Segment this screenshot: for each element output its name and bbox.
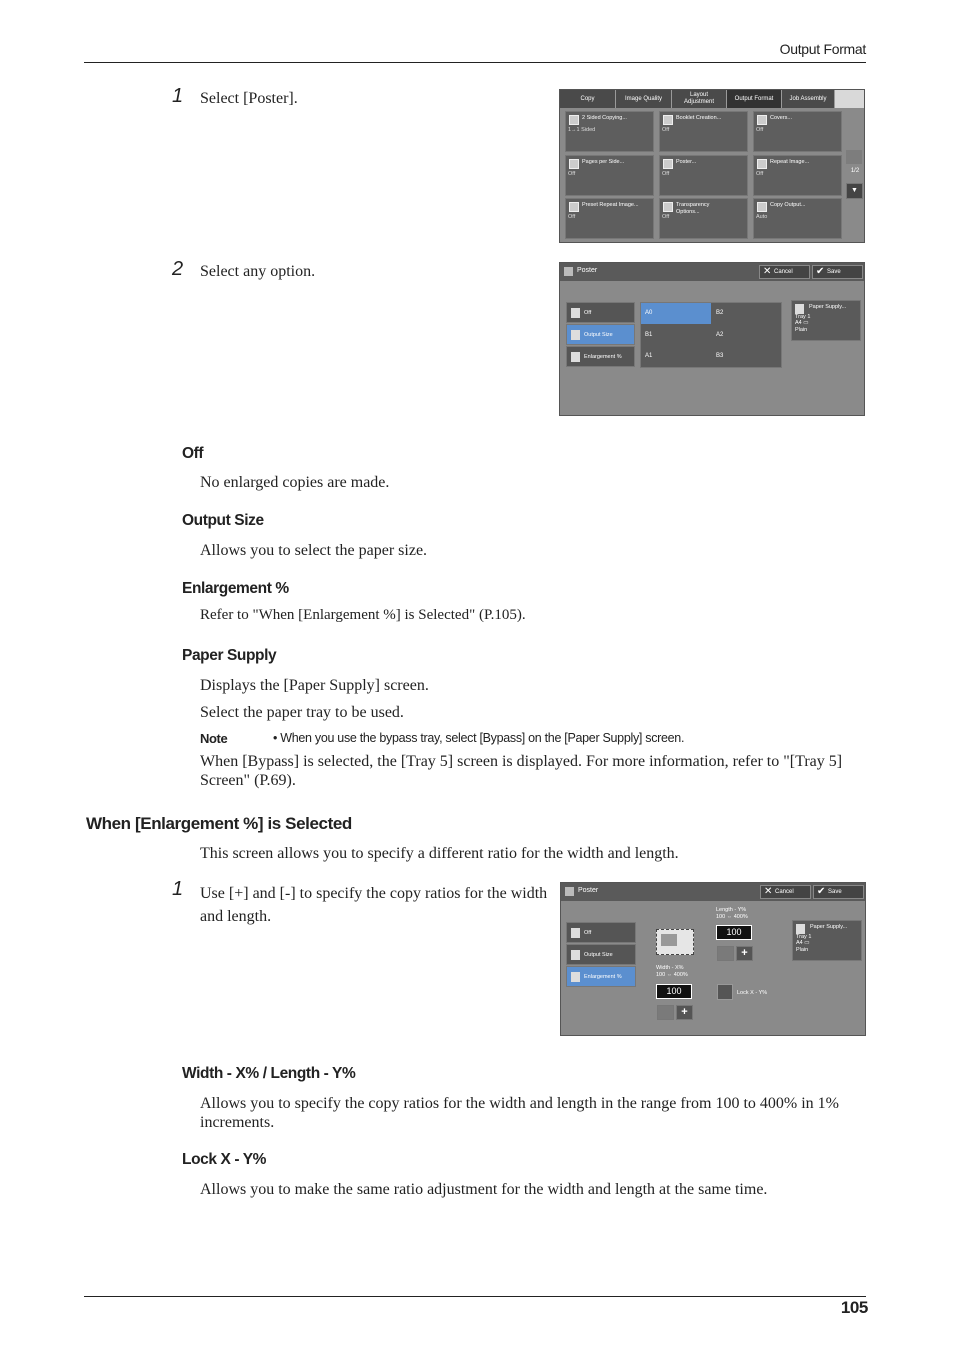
option-enlargement[interactable]: Enlargement % bbox=[566, 966, 636, 987]
length-minus-button[interactable]: - bbox=[717, 946, 734, 961]
length-plus-button[interactable]: + bbox=[736, 946, 753, 961]
length-range: 100 ⇔ 400% bbox=[716, 914, 748, 920]
note-label: Note bbox=[200, 731, 228, 746]
lock-xy-label: Lock X - Y% bbox=[737, 990, 768, 996]
lock-xy-checkbox[interactable] bbox=[717, 984, 733, 1000]
tile-2-sided-copying[interactable]: 2 Sided Copying... 1→1 Sided bbox=[565, 111, 654, 152]
size-b3[interactable]: B3 bbox=[716, 353, 724, 359]
term-description: Allows you to specify the copy ratios for the width and length in the range from 100 to 400% in 1% increments. bbox=[200, 1095, 839, 1131]
document-icon bbox=[569, 115, 579, 125]
screen-title: Poster bbox=[578, 887, 599, 894]
screen-title: Poster bbox=[577, 267, 598, 274]
poster-icon bbox=[564, 267, 573, 276]
page-number: 105 bbox=[840, 1298, 868, 1317]
cancel-button[interactable]: ✕ Cancel bbox=[760, 885, 811, 899]
poster-icon bbox=[663, 159, 673, 169]
size-b2[interactable]: B2 bbox=[716, 310, 724, 316]
term-description: Displays the [Paper Supply] screen. bbox=[200, 677, 429, 694]
tab-copy[interactable]: Copy bbox=[560, 90, 616, 108]
pages-icon bbox=[569, 159, 579, 169]
save-button[interactable]: ✔ Save bbox=[812, 265, 863, 279]
covers-icon bbox=[757, 115, 767, 125]
tab-image-quality[interactable]: Image Quality bbox=[616, 90, 672, 108]
footer-rule bbox=[84, 1296, 866, 1297]
output-size-icon bbox=[571, 950, 580, 960]
tab-bar bbox=[560, 90, 864, 108]
cancel-button[interactable]: ✕ Cancel bbox=[759, 265, 810, 279]
width-value-field[interactable]: 100 bbox=[656, 984, 692, 999]
check-icon: ✔ bbox=[816, 266, 825, 277]
term-heading: Output Size bbox=[182, 512, 264, 529]
header-rule bbox=[84, 62, 866, 63]
tab-output-format[interactable]: Output Format bbox=[727, 90, 782, 108]
running-header: Output Format bbox=[779, 41, 866, 57]
step-number: 2 bbox=[172, 258, 184, 280]
close-icon: ✕ bbox=[763, 266, 772, 277]
size-b1[interactable]: B1 bbox=[645, 332, 653, 338]
step-text: Select [Poster]. bbox=[200, 90, 298, 107]
tile-transparency-options[interactable]: Transparency Options... Off bbox=[659, 198, 748, 239]
paper-icon bbox=[795, 304, 804, 314]
length-value-field[interactable]: 100 bbox=[716, 925, 752, 940]
close-icon: ✕ bbox=[764, 886, 773, 897]
tile-repeat-image[interactable]: Repeat Image... Off bbox=[753, 155, 842, 196]
output-size-grid bbox=[640, 302, 782, 368]
note-text: When [Bypass] is selected, the [Tray 5] screen is displayed. For more information, refer to "[Tray 5] Screen" (P.69). bbox=[200, 753, 843, 789]
term-heading: Paper Supply bbox=[182, 647, 277, 664]
term-heading: Lock X - Y% bbox=[182, 1151, 267, 1168]
tab-layout-adjustment[interactable]: Layout Adjustment bbox=[672, 90, 727, 108]
term-description: Select the paper tray to be used. bbox=[200, 704, 404, 721]
term-heading: Enlargement % bbox=[182, 580, 289, 597]
tile-covers[interactable]: Covers... Off bbox=[753, 111, 842, 152]
off-icon bbox=[571, 308, 580, 318]
page-indicator: 1/2 bbox=[850, 168, 860, 174]
option-output-size[interactable]: Output Size bbox=[566, 324, 635, 345]
save-button[interactable]: ✔ Save bbox=[813, 885, 864, 899]
booklet-icon bbox=[663, 115, 673, 125]
tile-pages-per-side[interactable]: Pages per Side... Off bbox=[565, 155, 654, 196]
check-icon: ✔ bbox=[817, 886, 826, 897]
tile-preset-repeat-image[interactable]: Preset Repeat Image... Off bbox=[565, 198, 654, 239]
note-bullet: • When you use the bypass tray, select [Bypass] on the [Paper Supply] screen. bbox=[273, 731, 685, 745]
tile-booklet-creation[interactable]: Booklet Creation... Off bbox=[659, 111, 748, 152]
step-number: 1 bbox=[172, 85, 184, 107]
copy-output-icon bbox=[757, 202, 767, 212]
section-heading: When [Enlargement %] is Selected bbox=[86, 814, 352, 833]
copy-features-screen bbox=[559, 89, 865, 243]
enlargement-icon bbox=[571, 972, 580, 982]
step-text: Use [+] and [-] to specify the copy ratios for the width and length. bbox=[200, 885, 548, 925]
size-a2[interactable]: A2 bbox=[716, 332, 724, 338]
repeat-icon bbox=[757, 159, 767, 169]
enlargement-icon bbox=[571, 352, 580, 362]
tile-poster[interactable]: Poster... Off bbox=[659, 155, 748, 196]
length-label: Length - Y% bbox=[716, 907, 747, 913]
paper-icon bbox=[796, 924, 805, 934]
enlargement-screen bbox=[560, 882, 866, 1036]
section-intro: This screen allows you to specify a different ratio for the width and length. bbox=[200, 845, 679, 862]
tile-copy-output[interactable]: Copy Output... Auto bbox=[753, 198, 842, 239]
step-text: Select any option. bbox=[200, 263, 316, 280]
term-heading: Width - X% / Length - Y% bbox=[182, 1065, 356, 1082]
size-a1[interactable]: A1 bbox=[645, 353, 653, 359]
step-number: 1 bbox=[172, 878, 184, 900]
enlargement-preview-icon bbox=[656, 929, 694, 955]
screen-title-bar bbox=[561, 883, 865, 901]
width-plus-button[interactable]: + bbox=[676, 1005, 693, 1020]
paper-supply-button[interactable]: Paper Supply... Tray 1 A4 ▭ Plain bbox=[791, 300, 861, 341]
off-icon bbox=[571, 928, 580, 938]
term-description: No enlarged copies are made. bbox=[200, 474, 390, 491]
term-description: Refer to "When [Enlargement %] is Selected" (P.105). bbox=[200, 607, 526, 623]
width-label: Width - X% bbox=[656, 965, 684, 971]
option-off[interactable]: Off bbox=[566, 302, 635, 323]
preset-repeat-icon bbox=[569, 202, 579, 212]
option-off[interactable]: Off bbox=[566, 922, 636, 943]
term-description: Allows you to select the paper size. bbox=[200, 542, 428, 559]
tab-job-assembly[interactable]: Job Assembly bbox=[782, 90, 835, 108]
scroll-down-button[interactable]: ▼ bbox=[846, 183, 863, 199]
width-range: 100 ⇔ 400% bbox=[656, 972, 688, 978]
screen-title-bar bbox=[560, 263, 864, 281]
size-a0[interactable]: A0 bbox=[641, 303, 711, 324]
poster-screen bbox=[559, 262, 865, 416]
term-heading: Off bbox=[182, 445, 204, 462]
option-enlargement[interactable]: Enlargement % bbox=[566, 346, 635, 367]
paper-supply-button[interactable]: Paper Supply... Tray 1 A4 ▭ Plain bbox=[792, 920, 862, 961]
option-output-size[interactable]: Output Size bbox=[566, 944, 636, 965]
width-minus-button[interactable]: - bbox=[657, 1005, 674, 1020]
scroll-up-button-disabled bbox=[846, 150, 862, 164]
poster-icon bbox=[565, 887, 574, 896]
transparency-icon bbox=[663, 202, 673, 212]
term-description: Allows you to make the same ratio adjustment for the width and length at the same time. bbox=[200, 1181, 768, 1198]
output-size-icon bbox=[571, 330, 580, 340]
